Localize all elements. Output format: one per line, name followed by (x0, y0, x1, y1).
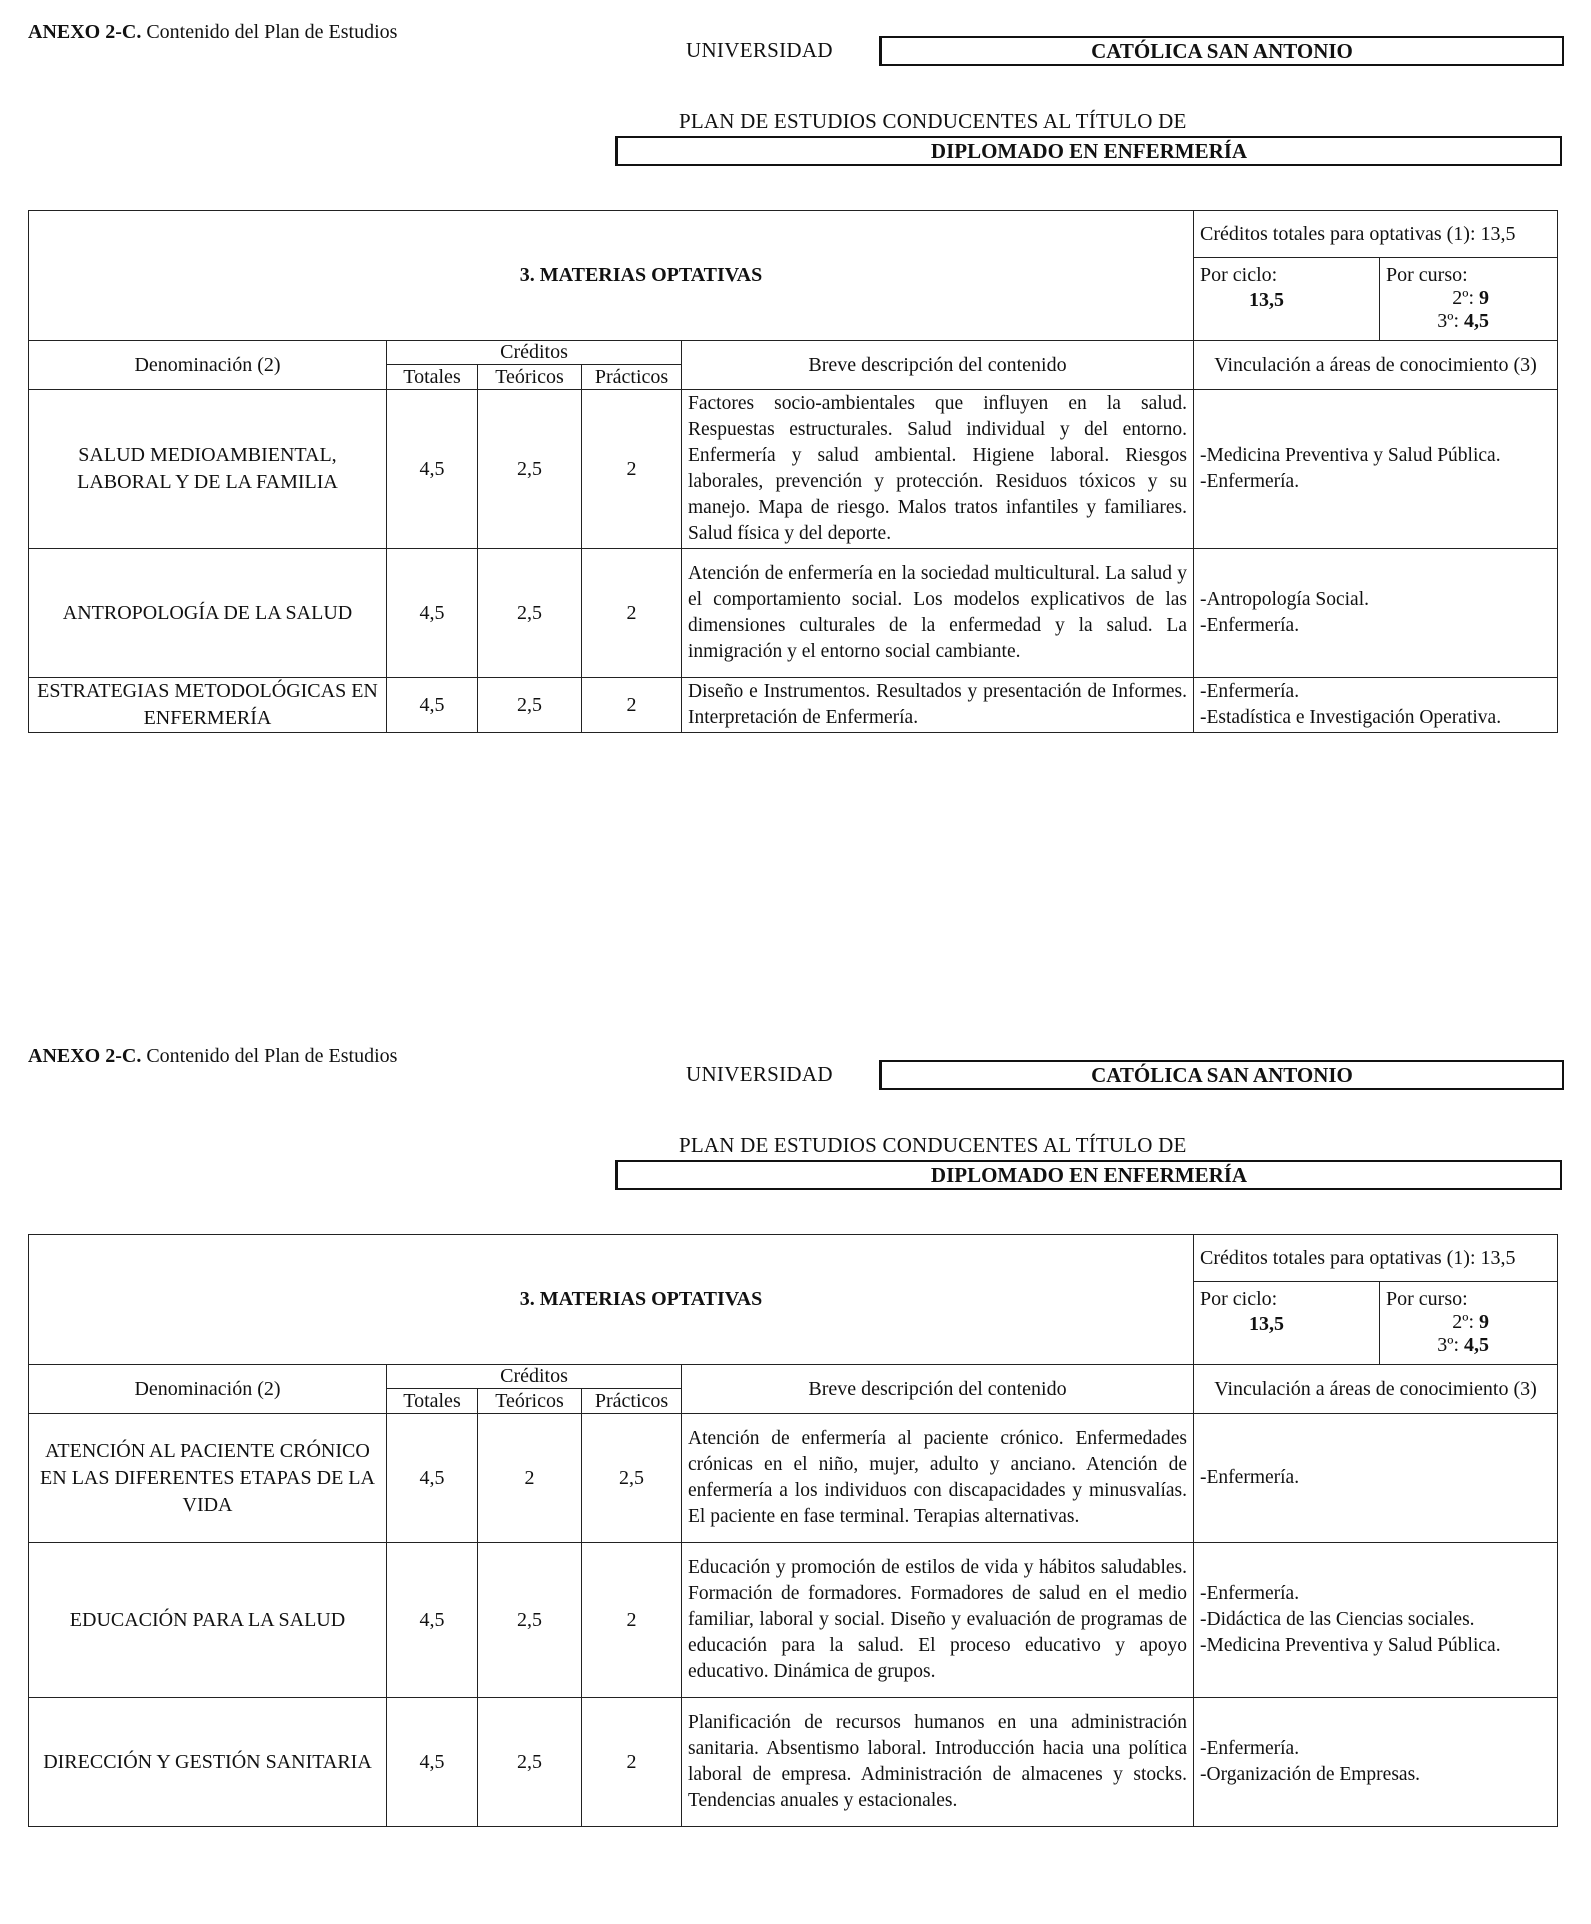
por-ciclo-cell (1194, 258, 1380, 341)
degree-title-box: DIPLOMADO EN ENFERMERÍA (615, 1160, 1562, 1190)
subject-description: Atención de enfermería al paciente crónico. Enfermedades crónicas en el niño, mujer, adulto y anciano. Atención de enfermería a los individuos con discapacidades y minusvalías. El paciente en fase terminal. Terapias alternativas. (682, 1414, 1194, 1543)
optional-subjects-table (28, 1234, 1558, 1827)
area-item: -Enfermería. (1200, 615, 1300, 636)
university-label: UNIVERSIDAD (686, 38, 833, 62)
credits-practice: 2 (582, 678, 682, 733)
curso-3-value: 4,5 (1464, 310, 1490, 332)
credits-total: 4,5 (387, 678, 478, 733)
por-ciclo-label: Por ciclo: (1200, 264, 1278, 286)
credits-theory: 2 (478, 1414, 582, 1543)
header-denominacion: Denominación (2) (29, 341, 387, 390)
header-denominacion: Denominación (2) (29, 1365, 387, 1414)
optional-subjects-table (28, 210, 1558, 733)
section-title: 3. MATERIAS OPTATIVAS (29, 211, 1194, 341)
knowledge-areas (1194, 1414, 1558, 1543)
subject-name: ATENCIÓN AL PACIENTE CRÓNICO EN LAS DIFERENTES ETAPAS DE LA VIDA (29, 1414, 387, 1543)
knowledge-areas (1194, 390, 1558, 549)
curso-2-value: 9 (1479, 287, 1490, 309)
subject-description: Atención de enfermería en la sociedad multicultural. La salud y el comportamiento social. Los modelos explicativos de las dimensiones culturales de la enfermedad y la salud. La inmigración y el entorno social cambiante. (682, 549, 1194, 678)
document-page-2 (0, 1024, 1591, 1924)
curso-2-label: 2º: (1452, 1311, 1480, 1333)
area-item: -Didáctica de las Ciencias sociales. (1200, 1609, 1475, 1630)
subject-name: ESTRATEGIAS METODOLÓGICAS EN ENFERMERÍA (29, 678, 387, 733)
curso-2-value: 9 (1479, 1311, 1490, 1333)
section-title: 3. MATERIAS OPTATIVAS (29, 1235, 1194, 1365)
curso-3-label: 3º: (1437, 1334, 1465, 1356)
credits-theory: 2,5 (478, 1543, 582, 1698)
annex-heading: ANEXO 2-C. Contenido del Plan de Estudios (28, 1045, 398, 1067)
subject-description: Planificación de recursos humanos en una administración sanitaria. Absentismo laboral. Introducción hacia una política laboral de empresa. Administración de almacenes y stocks. Tendencias anuales y estacionales. (682, 1698, 1194, 1827)
table-row (29, 1698, 1558, 1827)
credits-theory: 2,5 (478, 390, 582, 549)
credits-total: 4,5 (387, 1414, 478, 1543)
total-credits-label: Créditos totales para optativas (1): 13,5 (1194, 1235, 1558, 1282)
subject-name: ANTROPOLOGÍA DE LA SALUD (29, 549, 387, 678)
credits-practice: 2 (582, 390, 682, 549)
area-item: -Medicina Preventiva y Salud Pública. (1200, 1635, 1501, 1656)
degree-title-box: DIPLOMADO EN ENFERMERÍA (615, 136, 1562, 166)
credits-total: 4,5 (387, 1698, 478, 1827)
document-page-1 (0, 0, 1591, 900)
credits-theory: 2,5 (478, 678, 582, 733)
table-row (29, 1543, 1558, 1698)
por-curso-label: Por curso: (1386, 1288, 1468, 1310)
credits-practice: 2 (582, 1543, 682, 1698)
header-descripcion: Breve descripción del contenido (682, 341, 1194, 390)
header-totales: Totales (387, 365, 478, 390)
header-practicos: Prácticos (582, 365, 682, 390)
header-creditos: Créditos (387, 341, 682, 365)
credits-theory: 2,5 (478, 549, 582, 678)
table-row (29, 1414, 1558, 1543)
curso-3 (1386, 310, 1551, 333)
table-row (29, 678, 1558, 733)
curso-2 (1386, 1311, 1551, 1334)
total-credits-label: Créditos totales para optativas (1): 13,5 (1194, 211, 1558, 258)
subject-description: Factores socio-ambientales que influyen en la salud. Respuestas estructurales. Salud individual y del entorno. Enfermería y salud ambiental. Higiene laboral. Riesgos laborales, prevención y protección. Residuos tóxicos y su manejo. Mapa de riesgo. Malos tratos infantiles y familiares. Salud física y del deporte. (682, 390, 1194, 549)
curso-2 (1386, 287, 1551, 310)
knowledge-areas (1194, 1698, 1558, 1827)
plan-label: PLAN DE ESTUDIOS CONDUCENTES AL TÍTULO DE (679, 1133, 1187, 1157)
university-name-box: CATÓLICA SAN ANTONIO (879, 36, 1564, 66)
curso-3-label: 3º: (1437, 310, 1465, 332)
university-label: UNIVERSIDAD (686, 1062, 833, 1086)
area-item: -Enfermería. (1200, 1467, 1300, 1488)
curso-2-label: 2º: (1452, 287, 1480, 309)
credits-theory: 2,5 (478, 1698, 582, 1827)
annex-heading: ANEXO 2-C. Contenido del Plan de Estudios (28, 21, 398, 43)
university-name-box: CATÓLICA SAN ANTONIO (879, 1060, 1564, 1090)
subject-description: Diseño e Instrumentos. Resultados y presentación de Informes. Interpretación de Enfermería. (682, 678, 1194, 733)
credits-total: 4,5 (387, 1543, 478, 1698)
table-row (29, 390, 1558, 549)
table-row (29, 549, 1558, 678)
credits-practice: 2 (582, 1698, 682, 1827)
header-teoricos: Teóricos (478, 365, 582, 390)
area-item: -Enfermería. (1200, 681, 1300, 702)
knowledge-areas (1194, 1543, 1558, 1698)
por-curso-label: Por curso: (1386, 264, 1468, 286)
area-item: -Organización de Empresas. (1200, 1764, 1421, 1785)
por-curso-cell (1380, 1282, 1558, 1365)
plan-label: PLAN DE ESTUDIOS CONDUCENTES AL TÍTULO DE (679, 109, 1187, 133)
credits-total: 4,5 (387, 390, 478, 549)
area-item: -Medicina Preventiva y Salud Pública. (1200, 445, 1501, 466)
knowledge-areas (1194, 549, 1558, 678)
subject-name: SALUD MEDIOAMBIENTAL, LABORAL Y DE LA FAMILIA (29, 390, 387, 549)
subject-name: DIRECCIÓN Y GESTIÓN SANITARIA (29, 1698, 387, 1827)
area-item: -Enfermería. (1200, 1738, 1300, 1759)
header-teoricos: Teóricos (478, 1389, 582, 1414)
header-vinculacion: Vinculación a áreas de conocimiento (3) (1194, 341, 1558, 390)
knowledge-areas (1194, 678, 1558, 733)
subject-name: EDUCACIÓN PARA LA SALUD (29, 1543, 387, 1698)
por-ciclo-label: Por ciclo: (1200, 1288, 1278, 1310)
subject-description: Educación y promoción de estilos de vida y hábitos saludables. Formación de formadores. Formadores de salud en el medio familiar, laboral y social. Diseño y evaluación de programas de educación para la salud. El proceso educativo y apoyo educativo. Dinámica de grupos. (682, 1543, 1194, 1698)
credits-practice: 2 (582, 549, 682, 678)
header-totales: Totales (387, 1389, 478, 1414)
por-ciclo-value: 13,5 (1249, 289, 1285, 311)
header-practicos: Prácticos (582, 1389, 682, 1414)
por-ciclo-value: 13,5 (1249, 1313, 1285, 1335)
curso-3 (1386, 1334, 1551, 1357)
por-ciclo-cell (1194, 1282, 1380, 1365)
credits-total: 4,5 (387, 549, 478, 678)
header-vinculacion: Vinculación a áreas de conocimiento (3) (1194, 1365, 1558, 1414)
por-curso-cell (1380, 258, 1558, 341)
area-item: -Enfermería. (1200, 471, 1300, 492)
header-creditos: Créditos (387, 1365, 682, 1389)
area-item: -Antropología Social. (1200, 589, 1369, 610)
credits-practice: 2,5 (582, 1414, 682, 1543)
area-item: -Estadística e Investigación Operativa. (1200, 707, 1502, 728)
header-descripcion: Breve descripción del contenido (682, 1365, 1194, 1414)
curso-3-value: 4,5 (1464, 1334, 1490, 1356)
area-item: -Enfermería. (1200, 1583, 1300, 1604)
